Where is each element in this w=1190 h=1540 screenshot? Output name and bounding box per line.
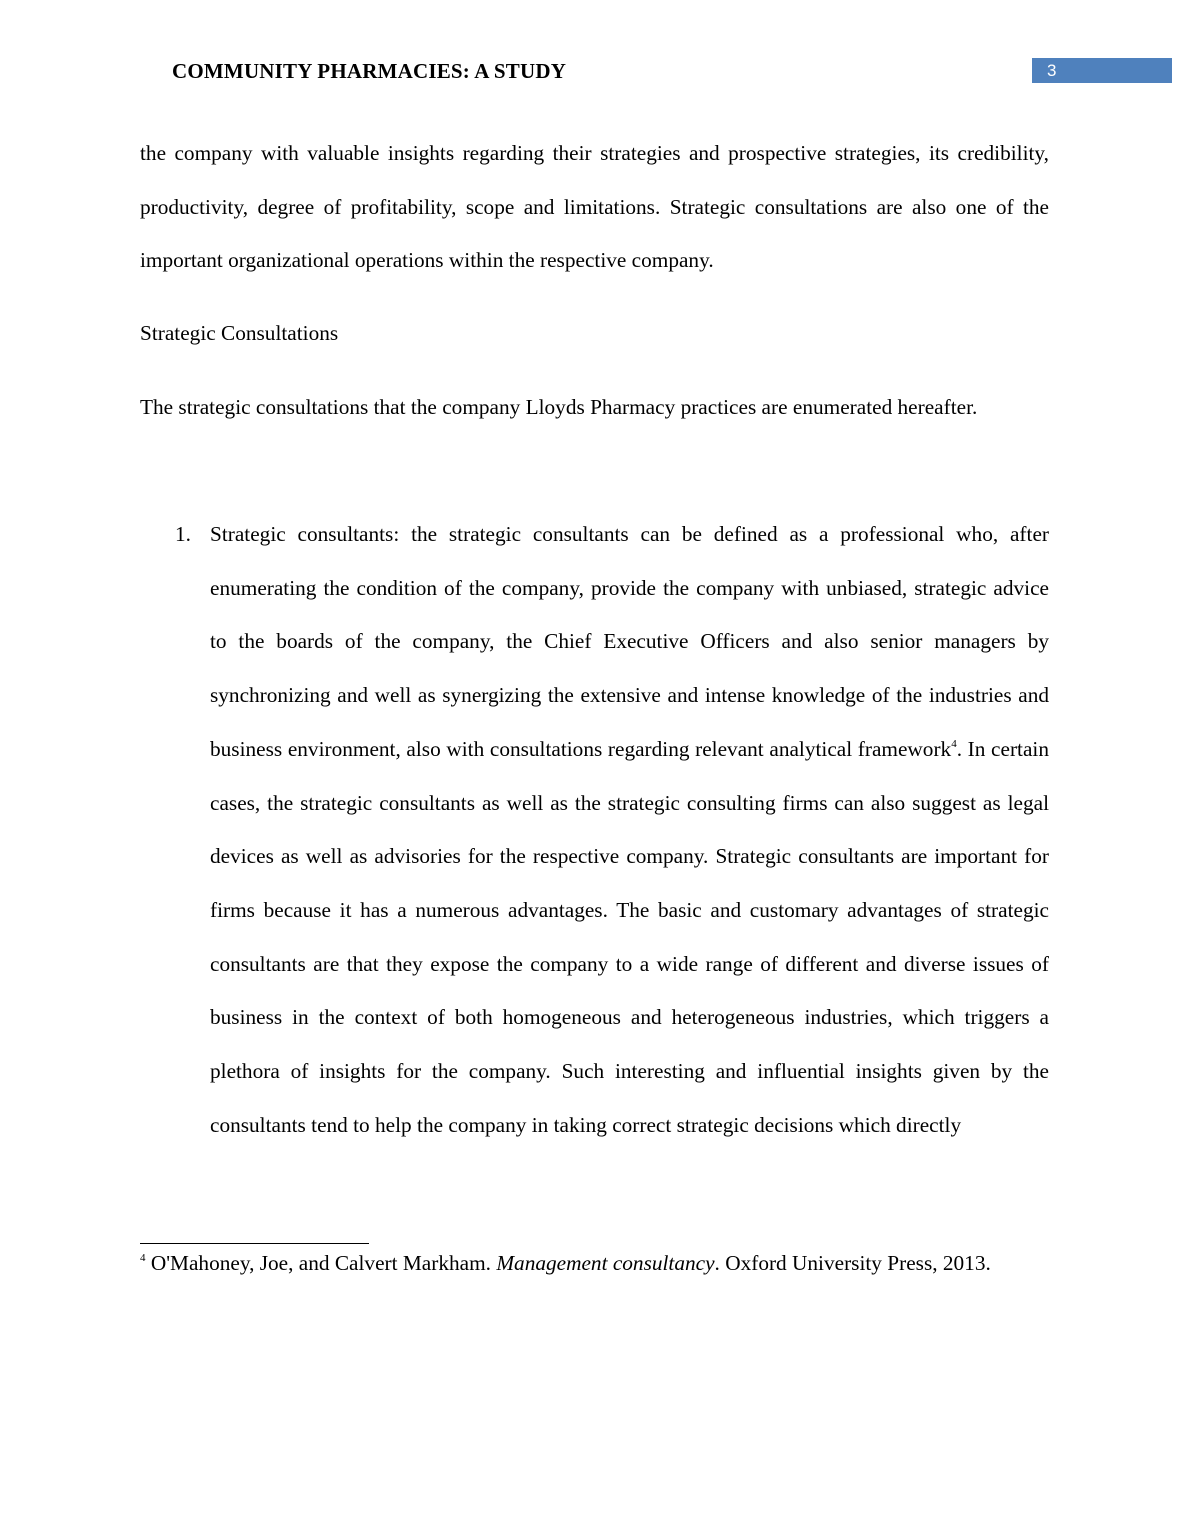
footnote-marker: 4 — [140, 1252, 146, 1264]
footnote — [140, 1237, 1049, 1291]
footnote-reference[interactable]: 4 — [951, 737, 957, 750]
list-item-text-continued: . In certain cases, the strategic consultants as well as the strategic consulting firms can also suggest as legal devices as well as advisories for the respective company. Strategic consultants are important for firms because it has a numerous advantages. The basic and customary advantages of strategic consultants are that they expose the company to a wide range of different and diverse issues of business in the context of both homogeneous and heterogeneous industries, which triggers a plethora of insights for the company. Such interesting and influential insights given by the consultants tend to help the company in taking correct strategic decisions which directly — [210, 736, 1049, 1137]
footnote-publisher: . Oxford University Press, 2013. — [714, 1251, 991, 1275]
running-header-title: COMMUNITY PHARMACIES: A STUDY — [172, 59, 567, 83]
intro-paragraph: the company with valuable insights regarding their strategies and prospective strategies, its credibility, productivity, degree of profitability, scope and limitations. Strategic consultations are also one of the important organizational operations within the respective company. — [140, 141, 1049, 273]
list-item — [210, 508, 1049, 1152]
section-intro-paragraph: The strategic consultations that the company Lloyds Pharmacy practices are enumerated hereafter. — [140, 395, 978, 419]
list-item-number: 1. — [175, 522, 191, 546]
footnote-authors: O'Mahoney, Joe, and Calvert Markham. — [145, 1251, 497, 1275]
page-number-badge: 3 — [1032, 58, 1172, 83]
footnote-book-title: Management consultancy — [496, 1251, 715, 1275]
section-heading: Strategic Consultations — [140, 321, 339, 345]
list-item-text: Strategic consultants: the strategic consultants can be defined as a professional who, after enumerating the condition of the company, provide the company with unbiased, strategic advice to the boards of the company, the Chief Executive Officers and also senior managers by synchronizing and well as synergizing the extensive and intense knowledge of the industries and business environment, also with consultations regarding relevant analytical framework — [210, 522, 1049, 761]
